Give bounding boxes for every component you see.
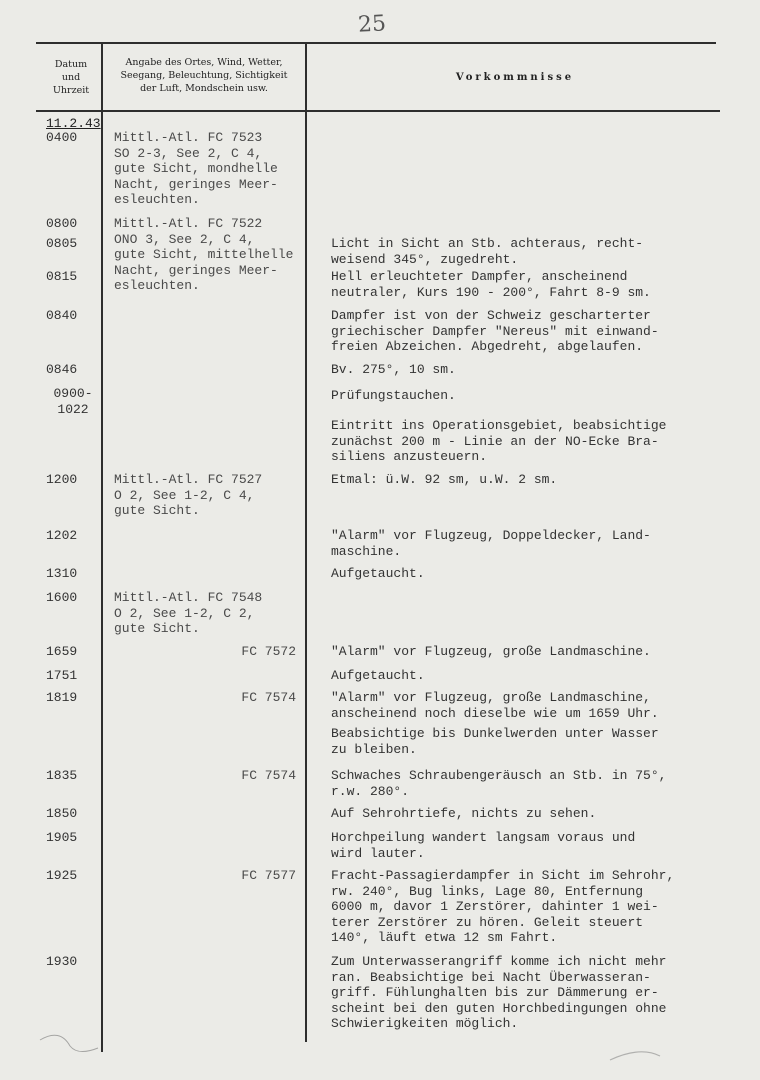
entry-location-weather: FC 7572 — [241, 644, 296, 659]
header-events: Vorkommnisse — [455, 72, 575, 83]
entry-time: 1850 — [46, 806, 78, 821]
entry-time: 1925 — [46, 868, 78, 883]
entry-time: 1600 — [46, 590, 78, 605]
entry-location-weather: Mittl.-Atl. FC 7523 SO 2-3, See 2, C 4, gute Sicht, mondhelle Nacht, geringes Meer- esleuchten. — [114, 130, 278, 207]
entry-time: 1200 — [46, 472, 78, 487]
entry-time: 1905 — [46, 830, 78, 845]
entry-event: Zum Unterwasserangriff komme ich nicht mehr ran. Beabsichtige bei Nacht Überwasseran- griff. Fühlunghalten bis zur Dämmerung er- scheint bei den guten Horchbedingungen ohne Schwierigkeiten möglich. — [331, 954, 667, 1031]
entry-time: 1659 — [46, 644, 78, 659]
entry-event: Fracht-Passagierdampfer in Sicht im Sehrohr, rw. 240°, Bug links, Lage 80, Entfernung 6000 m, davor 1 Zerstörer, dahinter 1 wei- terer Zerstörer zu hören. Geleit steuert 140°, läuft etwa 12 sm Fahrt. — [331, 868, 675, 945]
header-location: Angabe des Ortes, Wind, Wetter, Seegang, Beleuchtung, Sichtigkeit der Luft, Mondschein usw. — [120, 57, 288, 94]
entry-event: Prüfungstauchen. — [331, 388, 456, 403]
entry-time: 1835 — [46, 768, 78, 783]
entry-time: 1819 — [46, 690, 78, 705]
entry-location-weather: FC 7577 — [241, 868, 296, 883]
entry-location-weather: FC 7574 — [241, 690, 296, 705]
entry-location-weather: FC 7574 — [241, 768, 296, 783]
entry-event: Licht in Sicht an Stb. achteraus, recht- weisend 345°, zugedreht. — [331, 236, 644, 267]
entry-event: Schwaches Schraubengeräusch an Stb. in 75°, r.w. 280°. — [331, 768, 667, 799]
entry-time: 0815 — [46, 269, 78, 284]
entry-event: Horchpeilung wandert langsam voraus und wird lauter. — [331, 830, 636, 861]
entry-time: 1202 — [46, 528, 78, 543]
entry-event: "Alarm" vor Flugzeug, große Landmaschine, anscheinend noch dieselbe wie um 1659 Uhr. — [331, 690, 659, 721]
entry-event: Beabsichtige bis Dunkelwerden unter Wasser zu bleiben. — [331, 726, 659, 757]
entry-time: 0846 — [46, 362, 78, 377]
entry-time: 1751 — [46, 668, 78, 683]
entry-event: "Alarm" vor Flugzeug, große Landmaschine. — [331, 644, 651, 659]
entry-event: Auf Sehrohrtiefe, nichts zu sehen. — [331, 806, 597, 821]
entry-time: 0400 — [46, 130, 78, 145]
entry-event: Dampfer ist von der Schweiz gescharterter griechischer Dampfer "Nereus" mit einwand- freien Abzeichen. Abgedreht, abgelaufen. — [331, 308, 659, 354]
entry-event: Hell erleuchteter Dampfer, anscheinend neutraler, Kurs 190 - 200°, Fahrt 8-9 sm. — [331, 269, 651, 300]
entry-event: Aufgetaucht. — [331, 668, 425, 683]
entry-location-weather: Mittl.-Atl. FC 7548 O 2, See 1-2, C 2, gute Sicht. — [114, 590, 263, 636]
entry-event: Etmal: ü.W. 92 sm, u.W. 2 sm. — [331, 472, 558, 487]
entry-time: 0800 — [46, 216, 78, 231]
page-number: 25 — [357, 11, 387, 38]
entry-event: Bv. 275°, 10 sm. — [331, 362, 456, 377]
header-datetime: Datum und Uhrzeit — [52, 59, 90, 96]
entry-event: "Alarm" vor Flugzeug, Doppeldecker, Land- maschine. — [331, 528, 651, 559]
entry-location-weather: Mittl.-Atl. FC 7522 ONO 3, See 2, C 4, gute Sicht, mittelhelle Nacht, geringes Meer- esleuchten. — [114, 216, 294, 293]
entry-time: 1310 — [46, 566, 78, 581]
entry-time: 1930 — [46, 954, 78, 969]
entry-time: 0840 — [46, 308, 78, 323]
entry-time: 0900- 1022 — [53, 386, 93, 417]
entry-event: Aufgetaucht. — [331, 566, 425, 581]
entry-location-weather: Mittl.-Atl. FC 7527 O 2, See 1-2, C 4, gute Sicht. — [114, 472, 263, 518]
entry-event: Eintritt ins Operationsgebiet, beabsichtige zunächst 200 m - Linie an der NO-Ecke Bra- siliens anzusteuern. — [331, 418, 667, 464]
log-date: 11.2.43 — [46, 116, 101, 131]
entry-time: 0805 — [46, 236, 78, 251]
